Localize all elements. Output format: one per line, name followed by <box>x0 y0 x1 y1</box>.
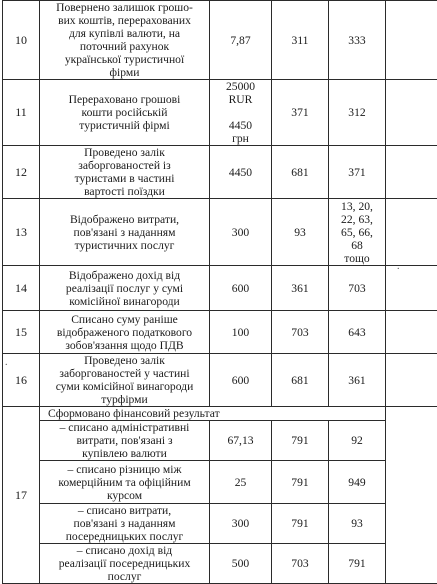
operation-description <box>40 461 210 504</box>
debit-account: 681 <box>272 146 329 199</box>
text-line: Відображено витрати, <box>43 213 206 226</box>
text-line: Проведено залік <box>43 146 206 159</box>
credit-value: 22, 63, <box>332 213 382 226</box>
scan-speck: . <box>397 262 400 272</box>
credit-value: 361 <box>332 374 382 387</box>
credit-account <box>329 199 386 266</box>
table-row <box>3 80 437 146</box>
currency-label: RUR <box>213 93 268 106</box>
operation-description <box>40 504 210 544</box>
text-line: – списано різницю між <box>43 463 206 476</box>
operation-description <box>40 266 210 311</box>
text-line: курсом <box>43 489 206 502</box>
row-number: 13 <box>3 199 40 266</box>
amount-cell <box>210 80 272 146</box>
text-line: комісійної винагороди <box>43 295 206 308</box>
sub-row <box>3 421 437 461</box>
amount-value: 100 <box>213 326 268 339</box>
blank-cell <box>386 199 437 266</box>
credit-account <box>329 1 386 80</box>
blank-cell <box>386 354 437 407</box>
amount-cell <box>210 354 272 407</box>
operation-description <box>40 311 210 354</box>
document-page <box>2 0 432 571</box>
sub-row <box>3 504 437 544</box>
currency-label: грн <box>213 132 268 145</box>
operation-description <box>40 544 210 584</box>
text-line: вартості поїздки <box>43 185 206 198</box>
blank-cell <box>386 146 437 199</box>
amount-value: 25000 <box>213 80 268 93</box>
row-number: 15 <box>3 311 40 354</box>
row-number: 11 <box>3 80 40 146</box>
text-line: туристами в частині <box>43 172 206 185</box>
amount-cell <box>210 146 272 199</box>
section-header: Сформовано фінансовий результат <box>40 407 386 421</box>
text-line: Перераховано грошові <box>43 93 206 106</box>
credit-account <box>329 80 386 146</box>
credit-value: 13, 20, <box>332 200 382 213</box>
amount-cell <box>210 1 272 80</box>
table-row <box>3 199 437 266</box>
debit-account: 93 <box>272 199 329 266</box>
text-line: купівлею валюти <box>43 447 206 460</box>
text-line: посередницьких послуг <box>43 530 206 543</box>
operation-description <box>40 421 210 461</box>
text-line: відображеного податкового <box>43 326 206 339</box>
text-line: пов'язані з наданням <box>43 517 206 530</box>
credit-account <box>329 354 386 407</box>
table-body <box>3 1 437 584</box>
credit-account <box>329 146 386 199</box>
text-line: туристичній фірмі <box>43 119 206 132</box>
accounting-entries-table <box>2 0 437 584</box>
sub-row <box>3 544 437 584</box>
amount-value: 300 <box>213 226 268 239</box>
text-line: заборгованостей у частині <box>43 367 206 380</box>
text-line: турфірми <box>43 393 206 406</box>
amount-cell <box>210 199 272 266</box>
debit-account: 361 <box>272 266 329 311</box>
amount-value: 4450 <box>213 119 268 132</box>
amount-value: 600 <box>213 282 268 295</box>
text-line: поточний рахунок <box>43 40 206 53</box>
amount-cell: 67,13 <box>210 421 272 461</box>
table-row <box>3 146 437 199</box>
credit-value: 333 <box>332 34 382 47</box>
table-row <box>3 311 437 354</box>
debit-account: 371 <box>272 80 329 146</box>
row-number: 10 <box>3 1 40 80</box>
row-number: 16 <box>3 354 40 407</box>
text-line: Проведено залік <box>43 354 206 367</box>
credit-account <box>329 266 386 311</box>
text-line: пов'язані з наданням <box>43 226 206 239</box>
debit-account: 703 <box>272 311 329 354</box>
blank-cell <box>386 311 437 354</box>
text-line: витрати, пов'язані з <box>43 434 206 447</box>
text-line: Списано суму раніше <box>43 313 206 326</box>
text-line: – списано адміністративні <box>43 421 206 434</box>
amount-cell: 500 <box>210 544 272 584</box>
blank-cell <box>386 1 437 80</box>
amount-cell: 300 <box>210 504 272 544</box>
amount-cell <box>210 311 272 354</box>
table-row <box>3 1 437 80</box>
text-line: заборгованостей із <box>43 159 206 172</box>
debit-account: 681 <box>272 354 329 407</box>
text-line: для купівлі валюти, на <box>43 27 206 40</box>
operation-description <box>40 80 210 146</box>
text-line: фірми <box>43 66 206 79</box>
text-line: вих коштів, перерахованих <box>43 14 206 27</box>
amount-cell <box>210 266 272 311</box>
text-line: – списано дохід від <box>43 544 206 557</box>
operation-description <box>40 146 210 199</box>
table-row <box>3 266 437 311</box>
credit-account: 949 <box>329 461 386 504</box>
credit-account <box>329 311 386 354</box>
debit-account: 791 <box>272 461 329 504</box>
operation-description <box>40 199 210 266</box>
text-line: української туристичної <box>43 53 206 66</box>
operation-description <box>40 354 210 407</box>
debit-account: 311 <box>272 1 329 80</box>
credit-value: 703 <box>332 282 382 295</box>
blank-cell <box>386 266 437 311</box>
text-line: реалізації послуг у сумі <box>43 282 206 295</box>
blank-cell <box>386 407 437 584</box>
sub-row <box>3 461 437 504</box>
credit-value: 68 <box>332 239 382 252</box>
text-line: зобов'язання щодо ПДВ <box>43 339 206 352</box>
table-row <box>3 407 437 421</box>
text-line: туристичних послуг <box>43 239 206 252</box>
credit-value: тощо <box>332 252 382 265</box>
debit-account: 703 <box>272 544 329 584</box>
text-line: комерційним та офіційним <box>43 476 206 489</box>
row-number: 17 <box>3 407 40 584</box>
amount-value: 600 <box>213 374 268 387</box>
blank-cell <box>386 80 437 146</box>
text-line: кошти російській <box>43 106 206 119</box>
amount-value: 7,87 <box>213 34 268 47</box>
amount-cell: 25 <box>210 461 272 504</box>
debit-account: 791 <box>272 421 329 461</box>
scan-speck: . <box>5 358 8 368</box>
credit-account: 93 <box>329 504 386 544</box>
table-row <box>3 354 437 407</box>
text-line: Відображено дохід від <box>43 269 206 282</box>
text-line: – списано витрати, <box>43 504 206 517</box>
text-line: реалізації посередницьких <box>43 557 206 570</box>
spacer <box>213 106 268 119</box>
credit-value: 65, 66, <box>332 226 382 239</box>
amount-value: 4450 <box>213 166 268 179</box>
credit-account: 92 <box>329 421 386 461</box>
row-number: 12 <box>3 146 40 199</box>
credit-value: 312 <box>332 106 382 119</box>
text-line: послуг <box>43 570 206 583</box>
debit-account: 791 <box>272 504 329 544</box>
credit-account: 791 <box>329 544 386 584</box>
operation-description <box>40 1 210 80</box>
credit-value: 643 <box>332 326 382 339</box>
text-line: Повернено залишок грошо- <box>43 1 206 14</box>
row-number: 14 <box>3 266 40 311</box>
text-line: суми комісійної винагороди <box>43 380 206 393</box>
credit-value: 371 <box>332 166 382 179</box>
